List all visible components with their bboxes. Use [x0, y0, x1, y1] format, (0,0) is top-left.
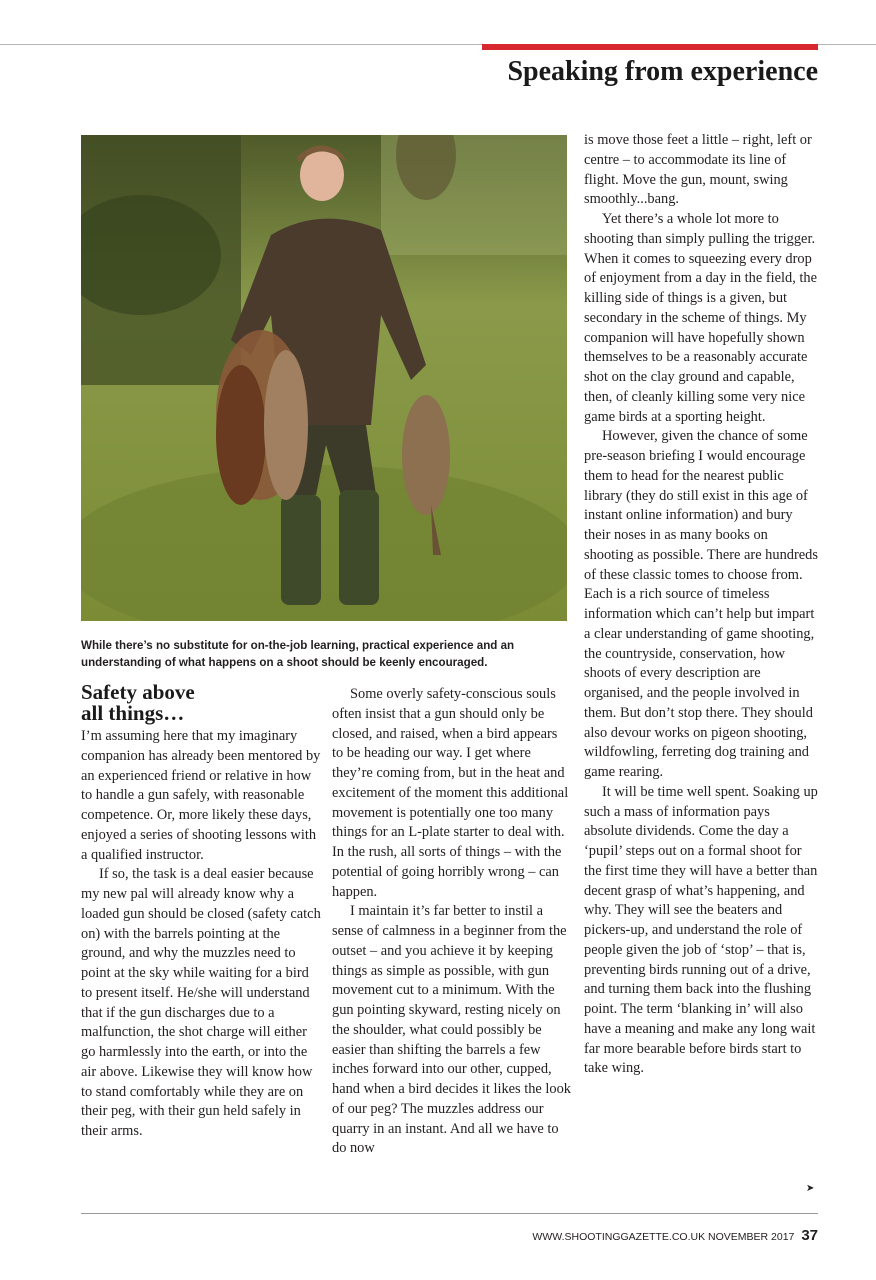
text-column-2 [332, 685, 572, 1159]
footer-site: WWW.SHOOTINGGAZETTE.CO.UK [532, 1231, 706, 1243]
page-number: 37 [801, 1227, 818, 1244]
section-title: Speaking from experience [507, 56, 818, 87]
article-photo [81, 135, 567, 621]
subheading [81, 682, 321, 724]
subheading-line-2: all things… [81, 701, 185, 725]
continue-arrow-icon: ➤ [806, 1183, 815, 1194]
section-accent-bar [482, 44, 818, 50]
footer-issue: NOVEMBER 2017 [708, 1231, 795, 1243]
paragraph: It will be time well spent. Soaking up such a mass of information pays absolute dividends. Come the day a ‘pupil’ steps out on a formal shoot for the first time they will have a better than decent grasp of what’s happening, and why. They will see the beaters and pickers-up, and understand the role of people given the job of ‘stop’ – that is, preventing birds running out of a drive, and turning them back into the flushing point. The term ‘blanking in’ will also have a meaning and make any long wait far more bearable before birds start to take wing. [584, 783, 818, 1077]
text-column-1 [81, 727, 323, 1142]
paragraph: is move those feet a little – right, left or centre – to accommodate its line of flight. Move the gun, mount, swing smoothly...bang. [584, 132, 812, 208]
photo-caption: While there’s no substitute for on-the-job learning, practical experience and an understanding of what happens on a shoot should be keenly encouraged. [81, 639, 515, 669]
footer-rule [81, 1213, 818, 1214]
paragraph: If so, the task is a deal easier because my new pal will already know why a loaded gun should be closed (safety catch on) with the barrels pointing at the ground, and why the muzzles need to point at the sky while waiting for a bird to present itself. He/she will understand that if the gun discharges due to a malfunction, the shot charge will either go harmlessly into the earth, or into the air above. Likewise they will know how to stand comfortably while they are on their peg, with their gun held safely in their arms. [81, 866, 321, 1139]
text-column-3 [584, 131, 820, 1079]
subheading-line-1: Safety above [81, 680, 195, 704]
paragraph: I’m assuming here that my imaginary companion has already been mentored by an experienced friend or relative in how to handle a gun safely, with reasonable competence. Or, more likely these days, enjoyed a series of shooting lessons with a qualified instructor. [81, 728, 321, 863]
photo-icon [81, 135, 567, 621]
paragraph: However, given the chance of some pre-season briefing I would encourage them to head for the nearest public library (they do still exist in this age of instant online information) and bury their noses in as many books on shooting as possible. There are hundreds of these classic tomes to choose from. Each is a rich source of timeless information which can’t help but impart a clear understanding of game shooting, the countryside, conservation, how shoots of every description are organised, and the people involved in them. But don’t stop there. They should also devour works on pigeon shooting, wildfowling, ferreting dog training and game rearing. [584, 428, 818, 780]
paragraph: Yet there’s a whole lot more to shooting than simply pulling the trigger. When it comes to squeezing every drop of enjoyment from a day in the field, the killing side of things is a given, but secondary in the scheme of things. My companion will have hopefully shown themselves to be a reasonably accurate shot on the clay ground and capable, then, of cleanly killing some very nice game birds at a sporting height. [584, 211, 817, 425]
paragraph: Some overly safety-conscious souls often insist that a gun should only be closed, and raised, when a bird appears to be heading our way. I get where they’re coming from, but in the heat and excitement of the moment this additional movement is potentially one too many things for an L-plate starter to deal with. In the rush, all sorts of things – with the potential of going horribly wrong – can happen. [332, 686, 569, 900]
paragraph: I maintain it’s far better to instil a sense of calmness in a beginner from the outset – and you achieve it by keeping things as simple as possible, with gun movement cut to a minimum. With the gun pointing skyward, resting nicely on the shoulder, what could possibly be easier than shifting the barrels a few inches forward into our other, cupped, hand when a bird decides it likes the look of our peg? The muzzles address our quarry in an instant. And all we have to do now [332, 903, 571, 1157]
page-footer [532, 1227, 818, 1244]
